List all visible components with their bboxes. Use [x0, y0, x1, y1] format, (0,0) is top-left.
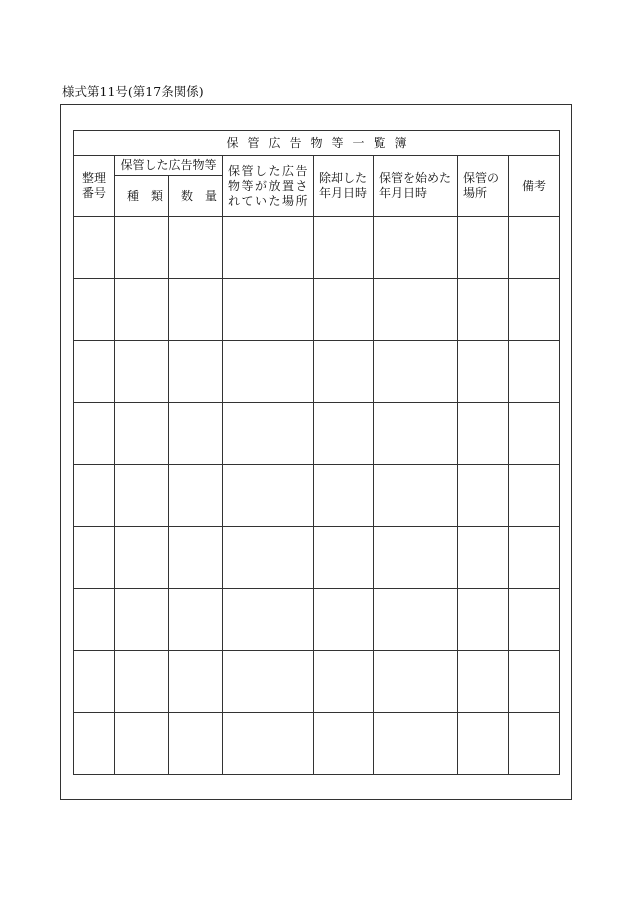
- header-storage-start-date-line-2: 年月日時: [379, 186, 428, 200]
- table-cell: [115, 527, 169, 589]
- header-abandoned-place: [223, 156, 314, 217]
- table-cell: [115, 651, 169, 713]
- table-cell: [115, 713, 169, 775]
- table-cell: [458, 403, 509, 465]
- table-cell: [458, 217, 509, 279]
- table-cell: [314, 527, 374, 589]
- header-storage-place-line-1: 保管の: [463, 171, 500, 185]
- header-stored-items: 保管した広告物等: [115, 156, 223, 176]
- table-cell: [74, 713, 115, 775]
- table-cell: [509, 713, 560, 775]
- header-abandoned-place-line-1: 保管した広告: [228, 163, 310, 178]
- table-cell: [223, 713, 314, 775]
- table-cell: [374, 465, 458, 527]
- table-cell: [115, 403, 169, 465]
- header-storage-place-line-2: 場所: [463, 186, 488, 200]
- table-cell: [115, 465, 169, 527]
- header-storage-start-date: [374, 156, 458, 217]
- table-cell: [314, 217, 374, 279]
- table-cell: [223, 651, 314, 713]
- header-quantity: 数量: [169, 176, 223, 217]
- table-cell: [509, 217, 560, 279]
- table-cell: [169, 403, 223, 465]
- table-cell: [169, 589, 223, 651]
- header-kind: 種類: [115, 176, 169, 217]
- table-cell: [223, 403, 314, 465]
- table-cell: [314, 651, 374, 713]
- header-abandoned-place-line-2: 物等が放置さ: [228, 178, 310, 193]
- table-cell: [509, 527, 560, 589]
- table-cell: [169, 651, 223, 713]
- table-cell: [458, 527, 509, 589]
- table-cell: [314, 279, 374, 341]
- table-cell: [374, 651, 458, 713]
- table-cell: [223, 589, 314, 651]
- table-row: [74, 217, 560, 279]
- table-row: [74, 651, 560, 713]
- header-removal-date-line-2: 年月日時: [319, 186, 368, 200]
- table-cell: [314, 465, 374, 527]
- table-cell: [314, 403, 374, 465]
- table-cell: [374, 341, 458, 403]
- table-cell: [169, 279, 223, 341]
- table-cell: [169, 341, 223, 403]
- table-row: [74, 403, 560, 465]
- table-cell: [74, 589, 115, 651]
- table-cell: [374, 217, 458, 279]
- table-row: [74, 341, 560, 403]
- table-cell: [74, 217, 115, 279]
- table-cell: [458, 589, 509, 651]
- table-cell: [509, 465, 560, 527]
- table-cell: [169, 217, 223, 279]
- header-removal-date-line-1: 除却した: [319, 171, 368, 185]
- table-cell: [223, 279, 314, 341]
- table-cell: [374, 589, 458, 651]
- table-cell: [509, 403, 560, 465]
- table-cell: [223, 217, 314, 279]
- header-storage-start-date-line-1: 保管を始めた: [379, 171, 452, 185]
- table-cell: [374, 403, 458, 465]
- table-cell: [458, 465, 509, 527]
- table-cell: [74, 279, 115, 341]
- table-row: [74, 589, 560, 651]
- table-cell: [169, 527, 223, 589]
- table-cell: [458, 341, 509, 403]
- table-row: [74, 465, 560, 527]
- table-row: [74, 527, 560, 589]
- table-cell: [74, 403, 115, 465]
- header-abandoned-place-line-3: れていた場所: [228, 193, 310, 208]
- table-cell: [74, 465, 115, 527]
- header-number-line-2: 番号: [81, 186, 106, 200]
- table-cell: [314, 341, 374, 403]
- table-row: [74, 713, 560, 775]
- table-cell: [374, 279, 458, 341]
- table-cell: [223, 341, 314, 403]
- table-cell: [223, 465, 314, 527]
- table-cell: [458, 651, 509, 713]
- storage-ledger-table: [73, 130, 560, 775]
- table-cell: [74, 651, 115, 713]
- table-cell: [115, 279, 169, 341]
- form-number-label: 様式第11号(第17条関係): [62, 84, 204, 99]
- table-cell: [115, 341, 169, 403]
- header-number-line-1: 整理: [81, 171, 106, 185]
- table-cell: [223, 527, 314, 589]
- table-cell: [509, 589, 560, 651]
- table-cell: [458, 713, 509, 775]
- header-storage-place: [458, 156, 509, 217]
- table-cell: [458, 279, 509, 341]
- table-cell: [169, 713, 223, 775]
- table-title: 保管広告物等一覧簿: [74, 131, 560, 156]
- header-remarks: 備考: [509, 156, 560, 217]
- table-cell: [374, 713, 458, 775]
- header-removal-date: [314, 156, 374, 217]
- table-cell: [314, 713, 374, 775]
- table-cell: [314, 589, 374, 651]
- table-cell: [509, 279, 560, 341]
- table-cell: [374, 527, 458, 589]
- table-cell: [115, 217, 169, 279]
- table-cell: [509, 341, 560, 403]
- table-cell: [74, 527, 115, 589]
- table-cell: [74, 341, 115, 403]
- table-row: [74, 279, 560, 341]
- header-number: [74, 156, 115, 217]
- table-cell: [169, 465, 223, 527]
- table-cell: [115, 589, 169, 651]
- table-cell: [509, 651, 560, 713]
- table-body: [74, 217, 560, 775]
